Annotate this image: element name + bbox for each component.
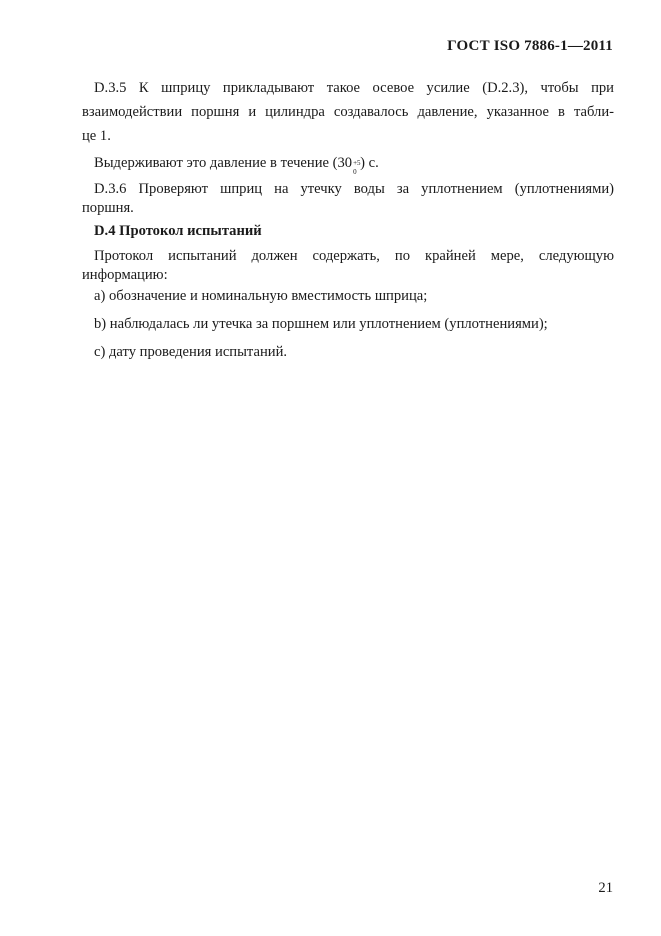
section-heading-d4: D.4 Протокол испытаний [94,223,262,239]
page-number: 21 [598,880,613,896]
paragraph-protocol-line-1: Протокол испытаний должен содержать, по крайней мере, следующую [94,248,614,264]
paragraph-d35-line-1: D.3.5 К шприцу прикладывают такое осевое усилие (D.2.3), чтобы при [94,80,614,96]
hold-text-before: Выдерживают это давление в течение (30 [94,155,353,171]
paragraph-d36-line-2: поршня. [82,200,134,216]
hold-text-after: ) с. [360,155,379,171]
paragraph-protocol-line-2: информацию: [82,267,168,283]
list-item-b: b) наблюдалась ли утечка за поршнем или уплотнением (уплотнениями); [94,316,548,332]
paragraph-d36 [82,180,614,218]
list-item-a: a) обозначение и номинальную вместимость шприца; [94,288,428,304]
paragraph-d35-line-2: взаимодействии поршня и цилиндра создавалось давление, указанное в табли- [82,104,614,120]
tolerance-upper: +5 [353,158,361,167]
tolerance [352,158,361,176]
tolerance-lower: 0 [353,167,357,176]
paragraph-d35-line-3: це 1. [82,128,111,144]
list-item-c: c) дату проведения испытаний. [94,344,288,360]
paragraph-hold-pressure [94,153,379,176]
paragraph-d36-line-1: D.3.6 Проверяют шприц на утечку воды за уплотнением (уплотнениями) [94,181,614,197]
paragraph-d35 [82,76,614,148]
paragraph-protocol [82,247,614,285]
standard-header: ГОСТ ISO 7886-1—2011 [447,38,613,54]
